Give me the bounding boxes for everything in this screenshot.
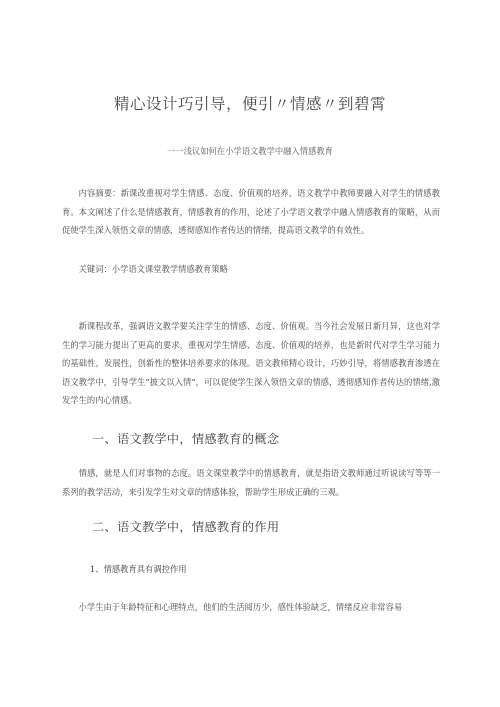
- section-2-paragraph: 小学生由于年龄特征和心理特点，他们的生活阅历少，感性体验缺乏，情绪反应非常容易: [78, 602, 403, 612]
- section-2-heading: 二、语文教学中，情感教育的作用: [92, 520, 280, 534]
- abstract-paragraph: 内容摘要：新课改重视对学生情感、态度、价值观的培养，语文教学中教师要融入对学生的情感教育。本文阐述了什么是情感教育，情感教育的作用，论述了小学语文教学中融入情感教育的策略，从而促使学生深入领悟文章的情感，透彻感知作者传达的情绪，提高语文教学的有效性。: [62, 188, 440, 236]
- section-1-paragraph: 情感，就是人们对事物的态度。语文课堂教学中的情感教育，就是指语文教师通过听说读写等等一系列的教学活动，来引发学生对文章的情感体验，帮助学生形成正确的三观。: [62, 468, 440, 497]
- section-1-heading: 一、语文教学中，情感教育的概念: [92, 432, 280, 446]
- keywords-paragraph: 关键词：小学语文课堂教学情感教育策略: [78, 264, 228, 274]
- section-2-subheading-1: 1、情感教育具有调控作用: [90, 564, 187, 574]
- document-title: 精心设计巧引导，便引〃情感〃到碧霄: [113, 95, 386, 113]
- intro-paragraph: 新课程改革，强调语文教学要关注学生的情感、态度、价值观。当今社会发展日新月异，这也对学生的学习能力提出了更高的要求，重视对学生情感、态度、价值观的培养，也是新时代对学生学习能力的基础性，发展性，创新性的整体培养要求的体现。语文教师精心设计，巧妙引导，将情感教育渗透在语文教学中，引导学生”披文以入情”，可以促使学生深入领悟文章的情感，透彻感知作者传达的情绪,激发学生的内心情感。: [62, 321, 440, 406]
- document-subtitle: 一一浅议如何在小学语文教学中融入情感教育: [167, 146, 333, 156]
